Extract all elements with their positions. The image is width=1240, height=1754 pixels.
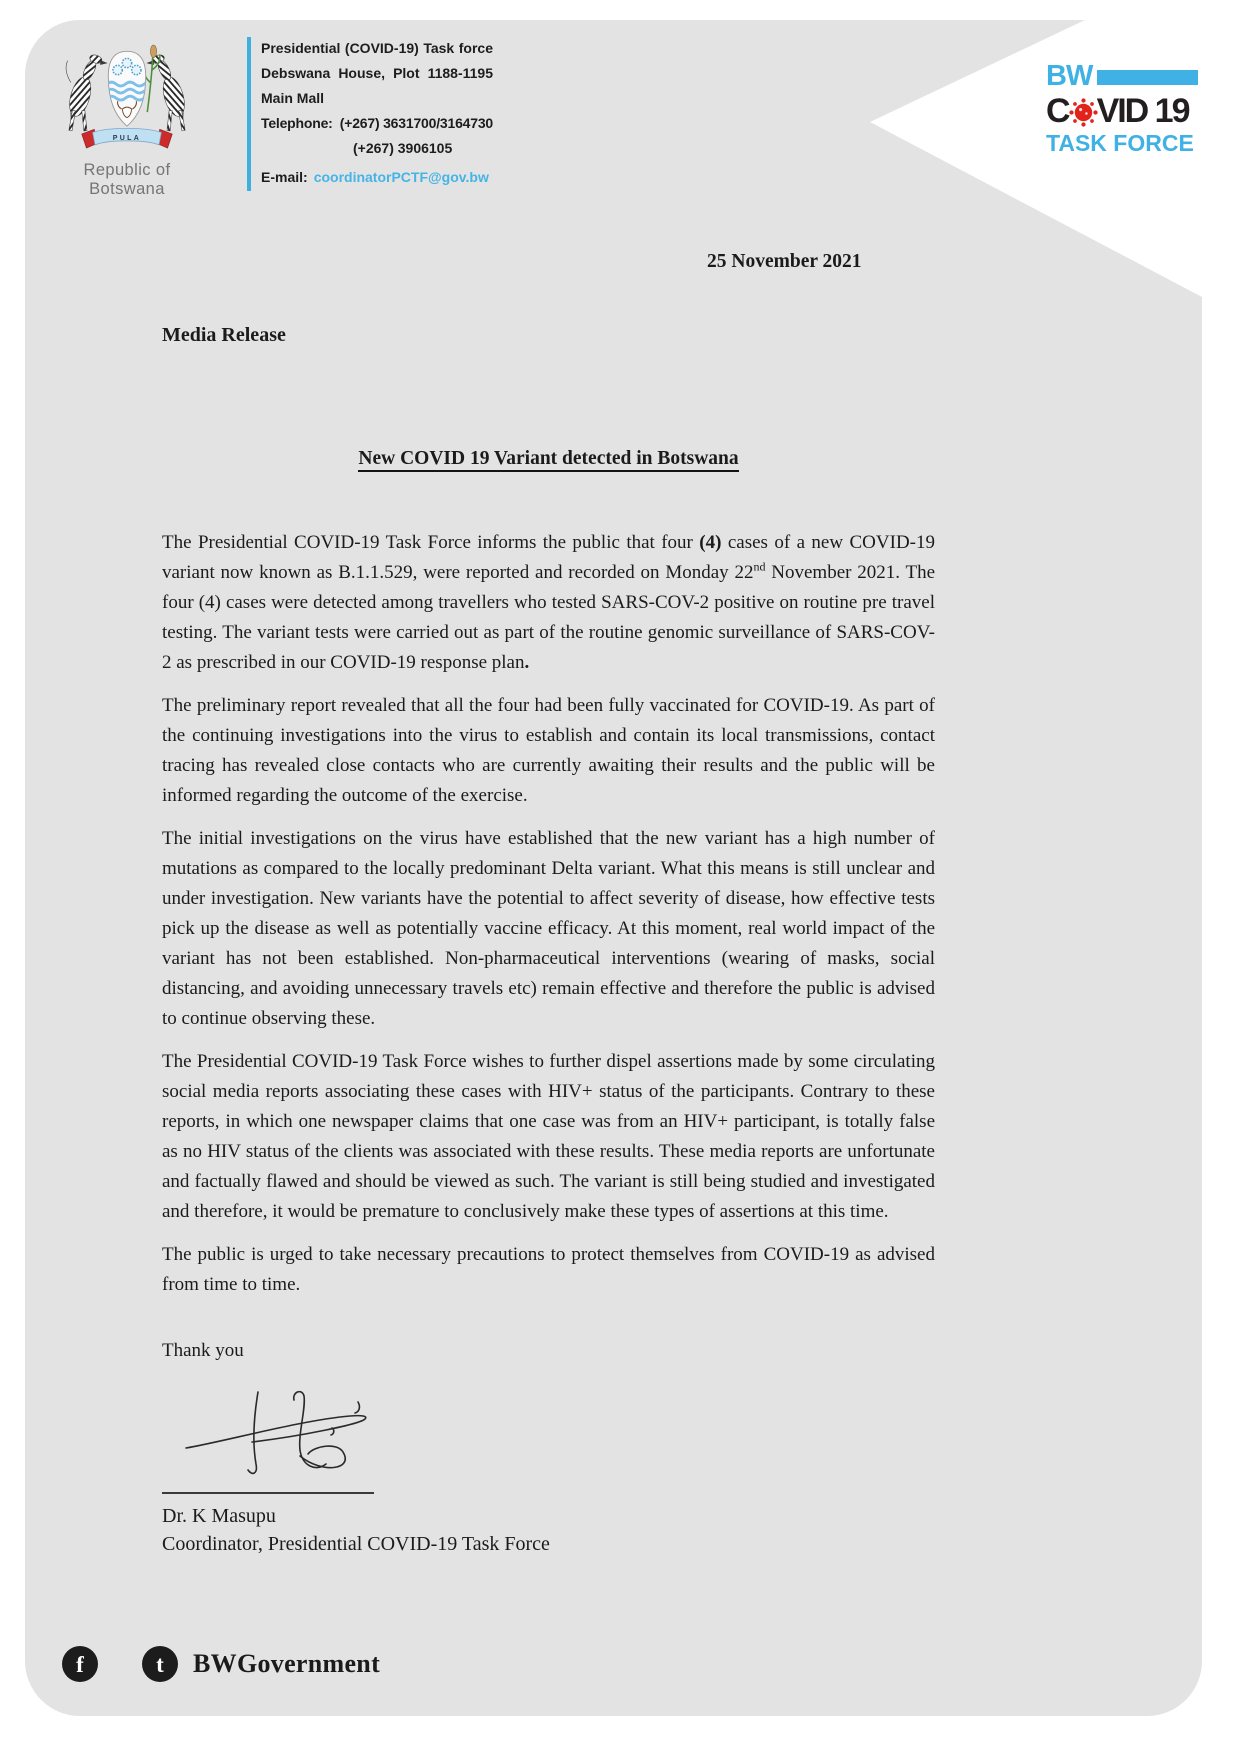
facebook-icon[interactable]: f [62, 1646, 98, 1682]
signatory-title: Coordinator, Presidential COVID-19 Task Force [162, 1533, 550, 1555]
telephone-number: (+267) 3631700/3164730 [339, 115, 493, 131]
logo-task-force-text: TASK FORCE [1046, 130, 1194, 156]
letter-title: New COVID 19 Variant detected in Botswana [162, 445, 935, 473]
signature-line [162, 1492, 374, 1494]
media-release-heading: Media Release [162, 324, 286, 346]
email-link[interactable]: coordinatorPCTF@gov.bw [313, 169, 489, 185]
paragraph-1-text: November 2021. The four (4) cases were detected among travellers who tested SARS-COV-2 positive on routine pre travel testing. The variant tests were carried out as part of the routine genomic surveillance of SARS-COV-2 as prescribed in our COVID-19 response plan [162, 562, 935, 673]
logo-covid-rest: VID 19 [1096, 92, 1189, 130]
signatory-name: Dr. K Masupu [162, 1505, 276, 1527]
email-label: E-mail: [261, 169, 308, 185]
paragraph-2: The preliminary report revealed that all the four had been fully vaccinated for COVID-19. As part of the continuing investigations into the virus to establish and contain its local transmissions, contact tracing has revealed close contacts who are currently awaiting their results and the public will be informed regarding the outcome of the exercise. [162, 695, 935, 806]
motto-text: PULA [112, 135, 142, 143]
address-line-1: Debswana House, Plot 1188-1195 [261, 65, 493, 81]
telephone-label: Telephone: [261, 115, 333, 131]
twitter-icon[interactable]: t [142, 1646, 178, 1682]
paragraph-5: The public is urged to take necessary precautions to protect themselves from COVID-19 as advised from time to time. [162, 1244, 935, 1295]
ordinal-superscript: nd [753, 559, 766, 574]
footer [62, 1646, 380, 1682]
org-name: Presidential (COVID-19) Task force [261, 40, 493, 56]
social-handle: BWGovernment [193, 1649, 381, 1678]
letter-body [25, 20, 1202, 1558]
paragraph-1 [162, 528, 935, 678]
letter-page [25, 20, 1202, 1716]
handwritten-signature [182, 1386, 382, 1476]
address-line-2: Main Mall [261, 90, 325, 106]
paragraph-1-bold-period: . [524, 652, 530, 673]
paragraph-3: The initial investigations on the virus have established that the new variant has a high number of mutations as compared to the locally predominant Delta variant. What this means is still unclear and under investigation. New variants have the potential to affect severity of disease, how effective tests pick up the disease as well as potentially vaccine efficacy. At this moment, real world impact of the variant has not been established. Non-pharmaceutical interventions (wearing of masks, social distancing, and avoiding unnecessary travels etc) remain effective and therefore the public is advised to continue observing these. [162, 828, 935, 1029]
paragraph-1-text: cases of a new COVID-19 variant now known as B.1.1.529, were reported and recorded on Monday 22 [162, 532, 935, 583]
closing-text: Thank you [162, 1340, 244, 1361]
logo-covid-c: C [1046, 92, 1069, 130]
telephone-line-2: (+267) 3906105 [353, 140, 453, 156]
paragraph-4: The Presidential COVID-19 Task Force wishes to further dispel assertions made by some circulating social media reports associating these cases with HIV+ status of the participants. Contrary to these reports, in which one newspaper claims that one case was from an HIV+ participant, is totally false as no HIV status of the clients was associated with these results. These media reports are unfortunate and factually flawed and should be viewed as such. The variant is still being studied and investigated and therefore, it would be premature to conclusively make these types of assertions at this time. [162, 1051, 935, 1222]
paragraph-1-text: The Presidential COVID-19 Task Force informs the public that four [162, 532, 700, 553]
paragraph-1-bold-count: (4) [699, 532, 722, 553]
logo-bw-text: BW [1046, 60, 1093, 92]
emblem-caption: Republic of Botswana [83, 161, 171, 198]
letter-date: 25 November 2021 [707, 251, 862, 272]
